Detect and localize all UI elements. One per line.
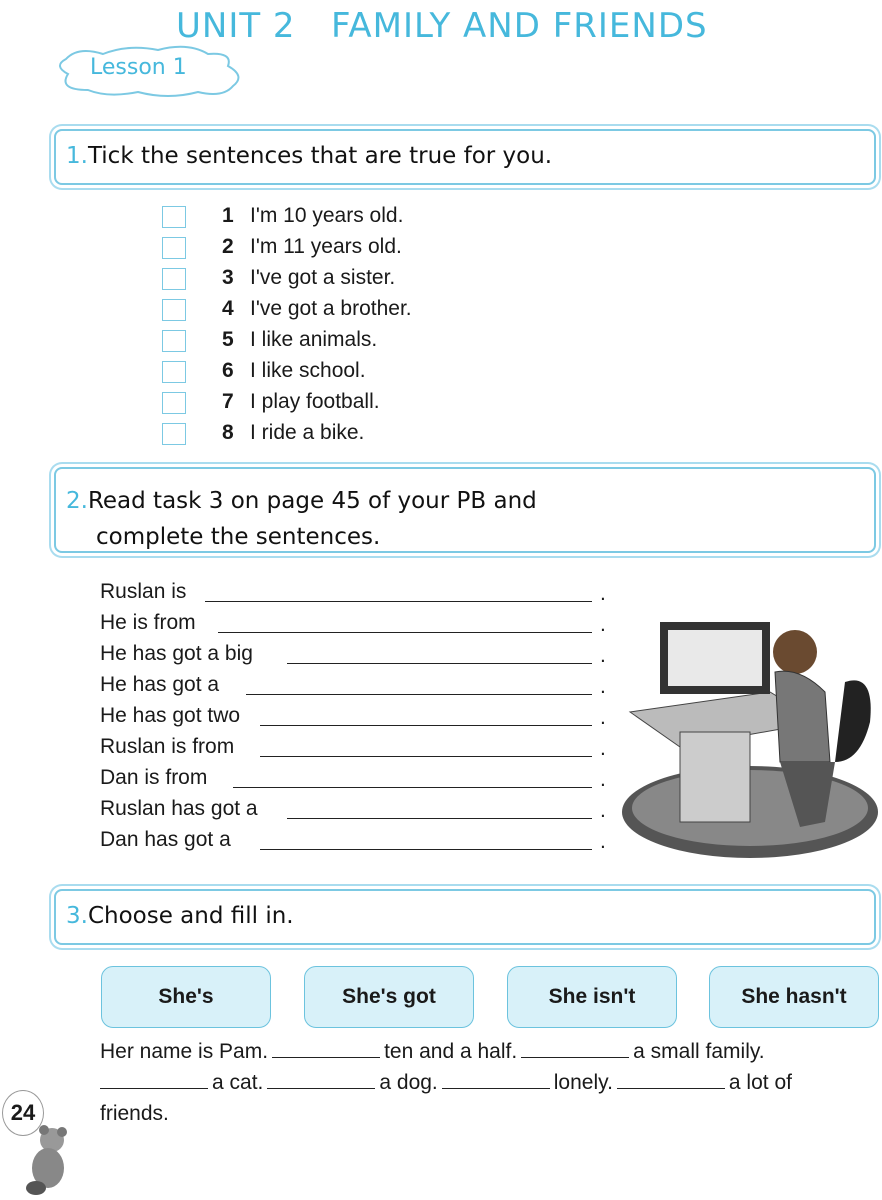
sentence-item (222, 235, 402, 259)
checkbox[interactable] (162, 268, 186, 290)
checkbox[interactable] (162, 330, 186, 352)
answer-line[interactable] (260, 849, 592, 850)
answer-line[interactable] (260, 756, 592, 757)
answer-line[interactable] (246, 694, 592, 695)
item-text: I've got a brother. (250, 297, 412, 320)
word-box-she-hasnt[interactable]: She hasn't (709, 966, 879, 1028)
text-part: Her name is Pam. (100, 1040, 269, 1063)
period: . (600, 582, 606, 605)
item-text: I'm 10 years old. (250, 204, 404, 227)
text-part: ten and a half. (384, 1040, 518, 1063)
page-number: 24 (2, 1090, 44, 1136)
period: . (600, 706, 606, 729)
item-number: 4 (222, 297, 234, 320)
sentence-item (222, 390, 380, 414)
checkbox[interactable] (162, 237, 186, 259)
task2-line1: Read task 3 on page 45 of your PB and (87, 488, 537, 514)
task3-header (54, 889, 876, 945)
item-text: I've got a sister. (250, 266, 396, 289)
word-box-shes-got[interactable]: She's got (304, 966, 474, 1028)
item-number: 3 (222, 266, 234, 289)
item-number: 2 (222, 235, 234, 258)
word-box-shes[interactable]: She's (101, 966, 271, 1028)
text-part: a cat. (212, 1071, 264, 1094)
boy-at-computer-illustration (620, 612, 880, 860)
sentence-item (222, 328, 377, 352)
answer-line[interactable] (233, 787, 592, 788)
sentence-prompt: He is from (100, 611, 196, 634)
sentence-prompt: Ruslan is from (100, 735, 235, 758)
answer-line[interactable] (260, 725, 592, 726)
checkbox[interactable] (162, 206, 186, 228)
item-number: 6 (222, 359, 234, 382)
period: . (600, 830, 606, 853)
text-part: a dog. (379, 1071, 438, 1094)
sentence-prompt: He has got a big (100, 642, 253, 665)
item-number: 1 (222, 204, 234, 227)
blank[interactable] (442, 1070, 550, 1089)
sentence-prompt: Dan is from (100, 766, 208, 789)
sentence-item (222, 421, 364, 445)
item-number: 5 (222, 328, 234, 351)
blank[interactable] (267, 1070, 375, 1089)
text-part: a lot of (728, 1071, 792, 1094)
period: . (600, 644, 606, 667)
item-number: 8 (222, 421, 234, 444)
sentence-item (222, 266, 395, 290)
answer-line[interactable] (287, 663, 592, 664)
blank[interactable] (521, 1039, 629, 1058)
item-text: I like school. (250, 359, 366, 382)
item-text: I'm 11 years old. (250, 235, 402, 258)
checkbox[interactable] (162, 299, 186, 321)
sentence-item (222, 204, 403, 228)
sentence-prompt: Ruslan has got a (100, 797, 258, 820)
checkbox[interactable] (162, 423, 186, 445)
fill-in-paragraph (100, 1036, 860, 1129)
answer-line[interactable] (218, 632, 592, 633)
item-text: I play football. (250, 390, 380, 413)
period: . (600, 768, 606, 791)
lesson-label: Lesson 1 (90, 55, 187, 80)
period: . (600, 737, 606, 760)
blank[interactable] (272, 1039, 380, 1058)
sentence-prompt: He has got two (100, 704, 241, 727)
period: . (600, 799, 606, 822)
period: . (600, 675, 606, 698)
item-text: I ride a bike. (250, 421, 365, 444)
task-number: 1 (66, 143, 81, 169)
sentence-item (222, 297, 412, 321)
text-part: friends. (100, 1102, 169, 1125)
sentence-item (222, 359, 366, 383)
task-dot: . (80, 903, 88, 929)
task1-header (54, 129, 876, 185)
task1-instruction: Tick the sentences that are true for you. (87, 143, 553, 169)
task-number: 3 (66, 903, 81, 929)
blank[interactable] (617, 1070, 725, 1089)
unit-title: UNIT 2 FAMILY AND FRIENDS (176, 6, 708, 46)
text-part: lonely. (553, 1071, 613, 1094)
period: . (600, 613, 606, 636)
task-dot: . (80, 488, 88, 514)
word-box-she-isnt[interactable]: She isn't (507, 966, 677, 1028)
task-number: 2 (66, 488, 81, 514)
task2-line2: complete the sentences. (96, 524, 381, 550)
item-number: 7 (222, 390, 234, 413)
sentence-prompt: Dan has got a (100, 828, 231, 851)
answer-line[interactable] (287, 818, 592, 819)
task2-header (54, 467, 876, 553)
sentence-prompt: Ruslan is (100, 580, 187, 603)
item-text: I like animals. (250, 328, 378, 351)
checkbox[interactable] (162, 392, 186, 414)
sentence-prompt: He has got a (100, 673, 220, 696)
text-part: a small family. (633, 1040, 765, 1063)
task-dot: . (80, 143, 88, 169)
answer-line[interactable] (205, 601, 592, 602)
blank[interactable] (100, 1070, 208, 1089)
task3-instruction: Choose and fill in. (87, 903, 294, 929)
teddy-bear-icon (22, 1124, 72, 1196)
checkbox[interactable] (162, 361, 186, 383)
